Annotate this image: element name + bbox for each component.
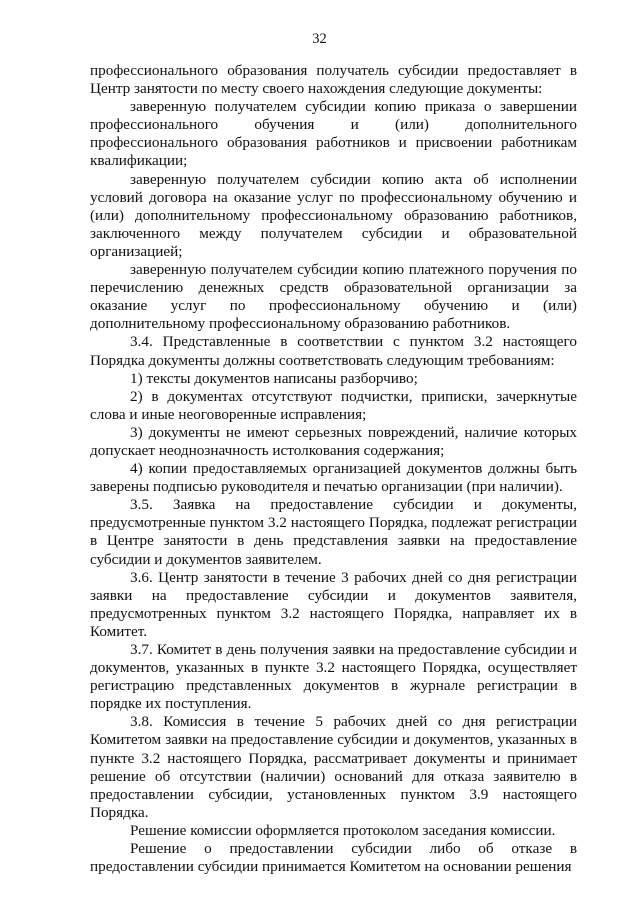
paragraph-subsidy-decision: Решение о предоставлении субсидии либо об отказе в предоставлении субсидии принимается Комитетом на основании решения (90, 840, 577, 876)
paragraph-3-8: 3.8. Комиссия в течение 5 рабочих дней со дня регистрации Комитетом заявки на предоставление субсидии и документов, указанных в пункте 3.2 настоящего Порядка, рассматривает документы и принимает решение об отсутствии (наличии) оснований для отказа заявителю в предоставлении субсидии, установленных пунктом 3.9 настоящего Порядка. (90, 713, 577, 821)
paragraph-continuation: профессионального образования получатель субсидии предоставляет в Центр занятости по месту своего нахождения следующие документы: (90, 62, 577, 98)
list-item-4: 4) копии предоставляемых организацией документов должны быть заверены подписью руководителя и печатью организации (при наличии). (90, 460, 577, 496)
paragraph-3-5: 3.5. Заявка на предоставление субсидии и документы, предусмотренные пунктом 3.2 настоящего Порядка, подлежат регистрации в Центре занятости в день представления заявки на предоставление субсидии и документов заявителем. (90, 496, 577, 568)
paragraph-order-copy: заверенную получателем субсидии копию приказа о завершении профессионального обучения и (или) дополнительного профессионального образования работников и присвоении работникам квалификации; (90, 98, 577, 170)
paragraph-3-4: 3.4. Представленные в соответствии с пунктом 3.2 настоящего Порядка документы должны соответствовать следующим требованиям: (90, 333, 577, 369)
list-item-3: 3) документы не имеют серьезных повреждений, наличие которых допускает неоднозначность истолкования содержания; (90, 423, 577, 459)
document-body (90, 62, 577, 876)
paragraph-commission-decision: Решение комиссии оформляется протоколом заседания комиссии. (130, 821, 556, 839)
paragraph-3-6: 3.6. Центр занятости в течение 3 рабочих дней со дня регистрации заявки на предоставление субсидии и документов заявителя, предусмотренных пунктом 3.2 настоящего Порядка, направляет их в Комитет. (90, 568, 577, 640)
paragraph-payment-copy: заверенную получателем субсидии копию платежного поручения по перечислению денежных средств образовательной организации за оказание услуг по профессиональному обучению и (или) дополнительному профессиональному образованию работников. (90, 261, 577, 333)
paragraph-3-7: 3.7. Комитет в день получения заявки на предоставление субсидии и документов, указанных в пункте 3.2 настоящего Порядка, осуществляет регистрацию представленных документов в журнале регистрации в порядке их поступления. (90, 641, 577, 713)
paragraph-act-copy: заверенную получателем субсидии копию акта об исполнении условий договора на оказание услуг по профессиональному обучению и (или) дополнительному профессиональному образованию работников, заключенного между получателем субсидии и образовательной организацией; (90, 170, 577, 260)
list-item-2: 2) в документах отсутствуют подчистки, приписки, зачеркнутые слова и иные неоговоренные исправления; (90, 387, 577, 423)
list-item-1: 1) тексты документов написаны разборчиво; (130, 369, 418, 387)
page-number: 32 (312, 31, 327, 47)
